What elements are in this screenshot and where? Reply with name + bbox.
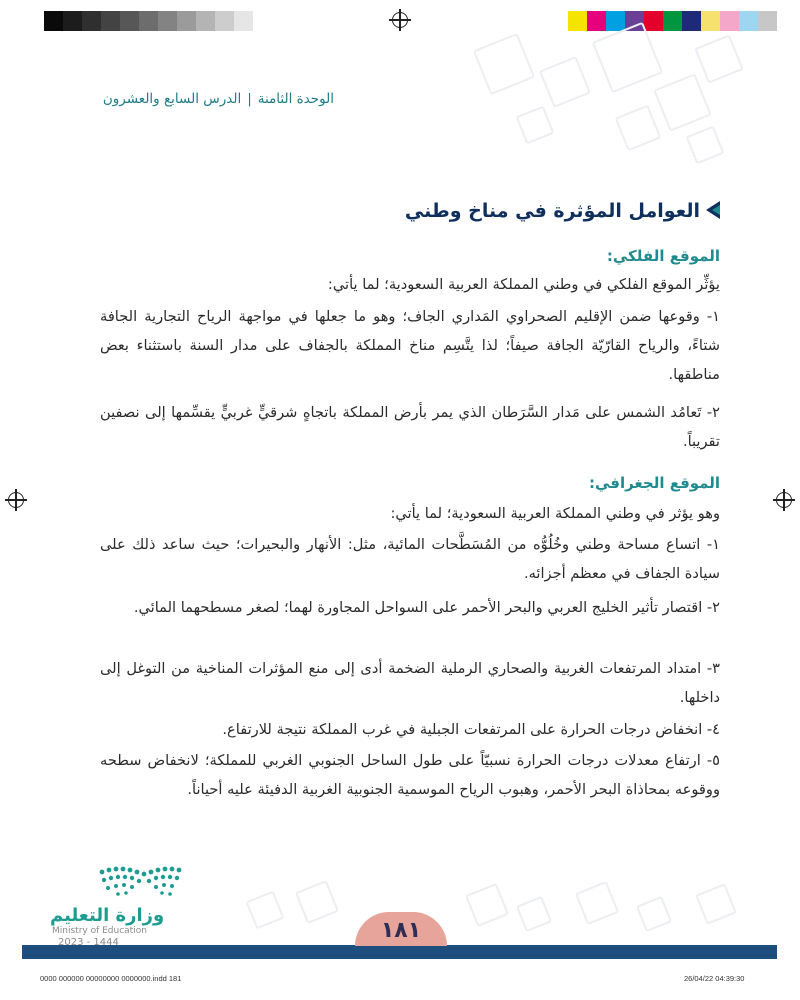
section-title-text: العوامل المؤثرة في مناخ وطني <box>404 200 700 222</box>
gray-calibration-strip <box>44 11 253 31</box>
calibration-swatch <box>701 11 720 31</box>
geographic-item-5: ٥- ارتفاع معدلات درجات الحرارة نسبيّاً على طول الساحل الجنوبي الغربي للمملكة؛ لانخفاض سطحه ووقوعه بمحاذاة البحر الأحمر، وهبوب الرياح الموسمية الجنوبية الغربية الدفيئة عليه أحياناً. <box>100 752 720 798</box>
geographic-item-4: ٤- انخفاض درجات الحرارة على المرتفعات الجبلية في غرب المملكة نتيجة للارتفاع. <box>222 721 720 738</box>
calibration-swatch <box>196 11 215 31</box>
section-title <box>100 200 720 222</box>
print-slug-date: 26/04/22 04:39:30 <box>684 974 745 983</box>
geographic-item-2: ٢- اقتصار تأثير الخليج العربي والبحر الأحمر على السواحل المجاورة لهما؛ لصغر مسطحهما المائي. <box>133 599 720 616</box>
registration-mark-left-icon <box>8 492 24 508</box>
header-separator: | <box>247 91 252 107</box>
astronomical-item-1: ١- وقوعها ضمن الإقليم الصحراوي المَداري الجاف؛ وهو ما جعلها في مواجهة الرياح التجارية الجافة شتاءً، والرياح القارّيّة الجافة صيفاً؛ لذا يتَّسِم مناخ المملكة بالجفاف على مدار السنة باستثناء بعض مناطقها. <box>100 308 720 383</box>
calibration-swatch <box>120 11 139 31</box>
unit-lesson-header <box>34 91 334 107</box>
calibration-swatch <box>587 11 606 31</box>
calibration-swatch <box>682 11 701 31</box>
calibration-swatch <box>215 11 234 31</box>
ministry-name-english: Ministry of Education <box>52 926 147 936</box>
calibration-swatch <box>720 11 739 31</box>
calibration-swatch <box>139 11 158 31</box>
calibration-swatch <box>101 11 120 31</box>
calibration-swatch <box>44 11 63 31</box>
lesson-label: الدرس السابع والعشرون <box>102 91 242 107</box>
registration-mark-top-icon <box>392 12 408 28</box>
chevron-left-icon <box>706 201 720 219</box>
geographic-intro: وهو يؤثر في وطني المملكة العربية السعودية؛ لما يأتي: <box>390 505 720 522</box>
color-calibration-strip <box>568 11 777 31</box>
ministry-logo-icon <box>96 866 186 900</box>
ministry-name-arabic: وزارة التعليم <box>50 905 165 926</box>
calibration-swatch <box>158 11 177 31</box>
astronomical-heading: الموقع الفلكي: <box>606 247 720 265</box>
calibration-swatch <box>234 11 253 31</box>
calibration-swatch <box>644 11 663 31</box>
ministry-year: 2023 - 1444 <box>58 937 119 948</box>
astronomical-intro: يؤثِّر الموقع الفلكي في وطني المملكة العربية السعودية؛ لما يأتي: <box>327 276 720 293</box>
astronomical-item-2: ٢- تَعامُد الشمس على مَدار السَّرَطان الذي يمر بأرض المملكة باتجاهٍ شرقيٍّ غربيٍّ يقسِّمها إلى نصفين تقريباً. <box>100 404 720 450</box>
calibration-swatch <box>568 11 587 31</box>
calibration-swatch <box>606 11 625 31</box>
calibration-swatch <box>82 11 101 31</box>
calibration-swatch <box>177 11 196 31</box>
registration-mark-right-icon <box>776 492 792 508</box>
calibration-swatch <box>63 11 82 31</box>
page-number: ١٨١ <box>355 912 447 946</box>
calibration-swatch <box>739 11 758 31</box>
print-slug-file: 0000 000000 00000000 0000000.indd 181 <box>40 974 182 983</box>
geographic-heading: الموقع الجغرافي: <box>588 474 720 492</box>
calibration-swatch <box>663 11 682 31</box>
unit-label: الوحدة الثامنة <box>257 91 334 107</box>
calibration-swatch <box>758 11 777 31</box>
geographic-item-3: ٣- امتداد المرتفعات الغربية والصحاري الرملية الضخمة أدى إلى منع المؤثرات المناخية من التوغل إلى داخلها. <box>100 660 720 706</box>
geographic-item-1: ١- اتساع مساحة وطني وخُلُوُّه من المُسَطَّحات المائية، مثل: الأنهار والبحيرات؛ حيث ساعد ذلك على سيادة الجفاف في معظم أجزائه. <box>100 536 720 582</box>
footer-band <box>22 945 777 959</box>
